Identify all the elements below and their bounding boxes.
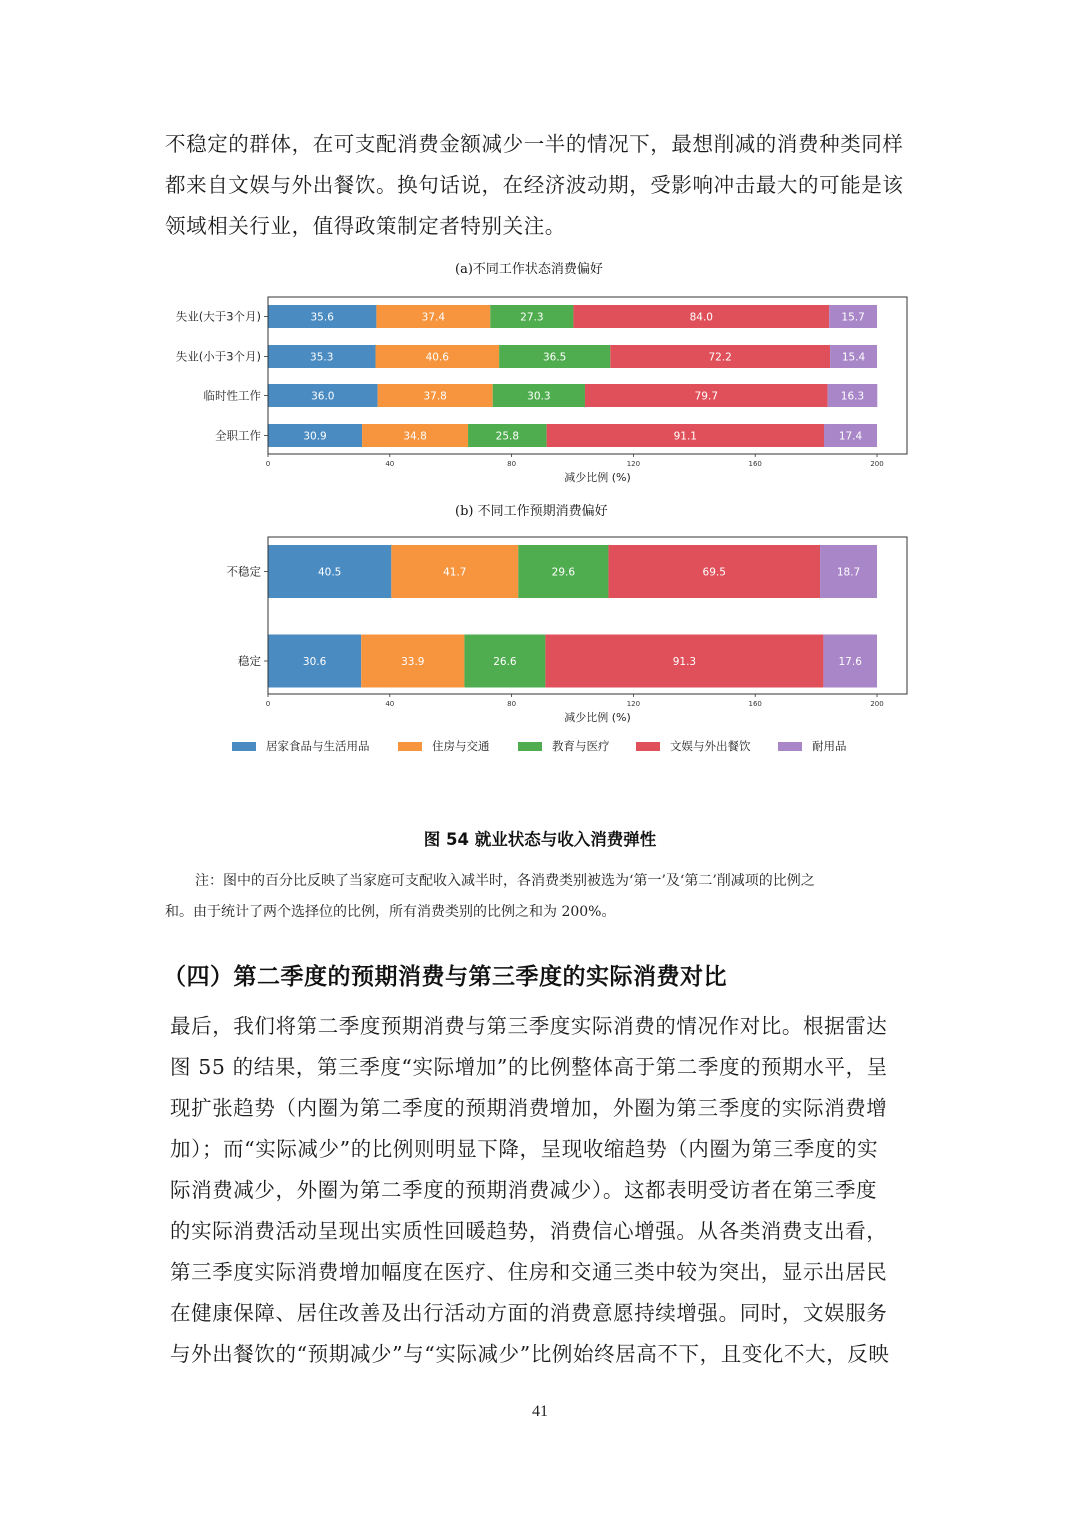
chart-a bbox=[0, 280, 1080, 530]
text-line: 际消费减少，外圈为第二季度的预期消费减少）。这都表明受访者在第三季度 bbox=[170, 1178, 878, 1202]
text-line: 注：图中的百分比反映了当家庭可支配收入减半时，各消费类别被选为‘第一’及‘第二’削减项的比例之 bbox=[195, 873, 815, 889]
bar-value-label: 40.6 bbox=[425, 351, 449, 364]
text-line: 都来自文娱与外出餐饮。换句话说，在经济波动期，受影响冲击最大的可能是该 bbox=[165, 173, 904, 197]
bar-value-label: 37.4 bbox=[421, 311, 446, 324]
x-tick-label: 80 bbox=[507, 700, 517, 708]
text-line: 与外出餐饮的“预期减少”与“实际减少”比例始终居高不下，且变化不大，反映 bbox=[170, 1342, 890, 1366]
bar-value-label: 72.2 bbox=[708, 351, 732, 364]
x-tick-label: 0 bbox=[265, 700, 271, 708]
text-line: 现扩张趋势（内圈为第二季度的预期消费增加，外圈为第三季度的实际消费增 bbox=[170, 1096, 888, 1120]
bar-value-label: 40.5 bbox=[317, 566, 342, 579]
legend-label: 居家食品与生活用品 bbox=[266, 739, 370, 753]
bar-value-label: 15.4 bbox=[841, 351, 866, 364]
text-line: 第三季度实际消费增加幅度在医疗、住房和交通三类中较为突出，显示出居民 bbox=[170, 1260, 888, 1284]
x-tick-label: 200 bbox=[870, 460, 884, 468]
figure-caption: 图 54 就业状态与收入消费弹性 bbox=[423, 830, 657, 849]
body-paragraph bbox=[170, 1006, 930, 1375]
bar-value-label: 35.6 bbox=[310, 311, 334, 324]
legend-swatch bbox=[398, 742, 422, 751]
x-tick-label: 120 bbox=[626, 460, 641, 468]
legend-swatch bbox=[778, 742, 802, 751]
bar-value-label: 35.3 bbox=[310, 351, 334, 364]
bar-value-label: 36.5 bbox=[542, 351, 567, 364]
bar-value-label: 69.5 bbox=[702, 566, 726, 579]
bar-value-label: 30.3 bbox=[527, 390, 551, 403]
bar-value-label: 29.6 bbox=[551, 566, 576, 579]
bar-value-label: 30.9 bbox=[303, 430, 327, 443]
chart-a-title: (a)不同工作状态消费偏好 bbox=[455, 262, 603, 277]
bar-value-label: 91.3 bbox=[672, 656, 697, 668]
text-line: 和。由于统计了两个选择位的比例，所有消费类别的比例之和为 200%。 bbox=[165, 904, 616, 920]
text-line: 加）；而“实际减少”的比例则明显下降，呈现收缩趋势（内圈为第三季度的实 bbox=[170, 1137, 879, 1161]
text-line: 在健康保障、居住改善及出行活动方面的消费意愿持续增强。同时，文娱服务 bbox=[170, 1301, 888, 1325]
bar-value-label: 26.6 bbox=[493, 656, 517, 668]
text-line: 图 55 的结果，第三季度“实际增加”的比例整体高于第二季度的预期水平，呈 bbox=[170, 1055, 888, 1079]
bar-value-label: 37.8 bbox=[423, 390, 447, 403]
bar-value-label: 91.1 bbox=[673, 430, 698, 443]
x-axis-label: 减少比例 (%) bbox=[564, 471, 631, 484]
legend-swatch bbox=[232, 742, 256, 751]
legend-label: 耐用品 bbox=[812, 739, 847, 753]
x-tick-label: 200 bbox=[870, 700, 884, 708]
x-tick-label: 40 bbox=[385, 460, 395, 468]
x-axis-label: 减少比例 (%) bbox=[564, 711, 631, 724]
legend-label: 住房与交通 bbox=[432, 739, 490, 753]
category-label: 稳定 bbox=[238, 654, 261, 668]
category-label: 失业(大于3个月) bbox=[175, 309, 261, 324]
bar-value-label: 30.6 bbox=[302, 656, 327, 668]
bar-value-label: 36.0 bbox=[311, 390, 335, 403]
bar-value-label: 41.7 bbox=[443, 566, 467, 579]
category-label: 临时性工作 bbox=[203, 388, 261, 403]
legend-swatch bbox=[636, 742, 660, 751]
figure-note bbox=[165, 866, 925, 928]
bar-value-label: 34.8 bbox=[403, 430, 427, 443]
page-number: 41 bbox=[532, 1403, 548, 1420]
x-tick-label: 160 bbox=[748, 460, 762, 468]
x-tick-label: 160 bbox=[748, 700, 762, 708]
chart-b bbox=[0, 520, 1080, 730]
legend-swatch bbox=[518, 742, 542, 751]
bar-value-label: 18.7 bbox=[836, 566, 861, 579]
x-tick-label: 40 bbox=[385, 700, 395, 708]
bar-value-label: 15.7 bbox=[841, 311, 865, 324]
text-line: 的实际消费活动呈现出实质性回暖趋势，消费信心增强。从各类消费支出看， bbox=[170, 1219, 888, 1243]
bar-value-label: 25.8 bbox=[495, 430, 520, 443]
text-line: 领域相关行业，值得政策制定者特别关注。 bbox=[165, 214, 566, 238]
category-label: 失业(小于3个月) bbox=[175, 349, 261, 364]
category-label: 全职工作 bbox=[215, 428, 261, 443]
bar-value-label: 79.7 bbox=[694, 390, 719, 403]
bar-value-label: 16.3 bbox=[840, 390, 865, 403]
bar-value-label: 33.9 bbox=[401, 656, 425, 668]
bar-value-label: 84.0 bbox=[689, 311, 713, 324]
legend-label: 文娱与外出餐饮 bbox=[670, 739, 751, 753]
section-heading: （四）第二季度的预期消费与第三季度的实际消费对比 bbox=[163, 964, 727, 990]
bar-value-label: 17.4 bbox=[838, 430, 863, 443]
chart-b-title: (b) 不同工作预期消费偏好 bbox=[455, 504, 608, 519]
x-tick-label: 0 bbox=[265, 460, 271, 468]
x-tick-label: 120 bbox=[626, 700, 641, 708]
intro-paragraph bbox=[165, 124, 925, 247]
text-line: 最后，我们将第二季度预期消费与第三季度实际消费的情况作对比。根据雷达 bbox=[170, 1014, 888, 1038]
category-label: 不稳定 bbox=[226, 564, 261, 579]
legend-label: 教育与医疗 bbox=[552, 739, 610, 753]
bar-value-label: 27.3 bbox=[520, 311, 544, 324]
bar-value-label: 17.6 bbox=[838, 656, 862, 668]
x-tick-label: 80 bbox=[507, 460, 517, 468]
text-line: 不稳定的群体，在可支配消费金额减少一半的情况下，最想削减的消费种类同样 bbox=[165, 132, 904, 156]
